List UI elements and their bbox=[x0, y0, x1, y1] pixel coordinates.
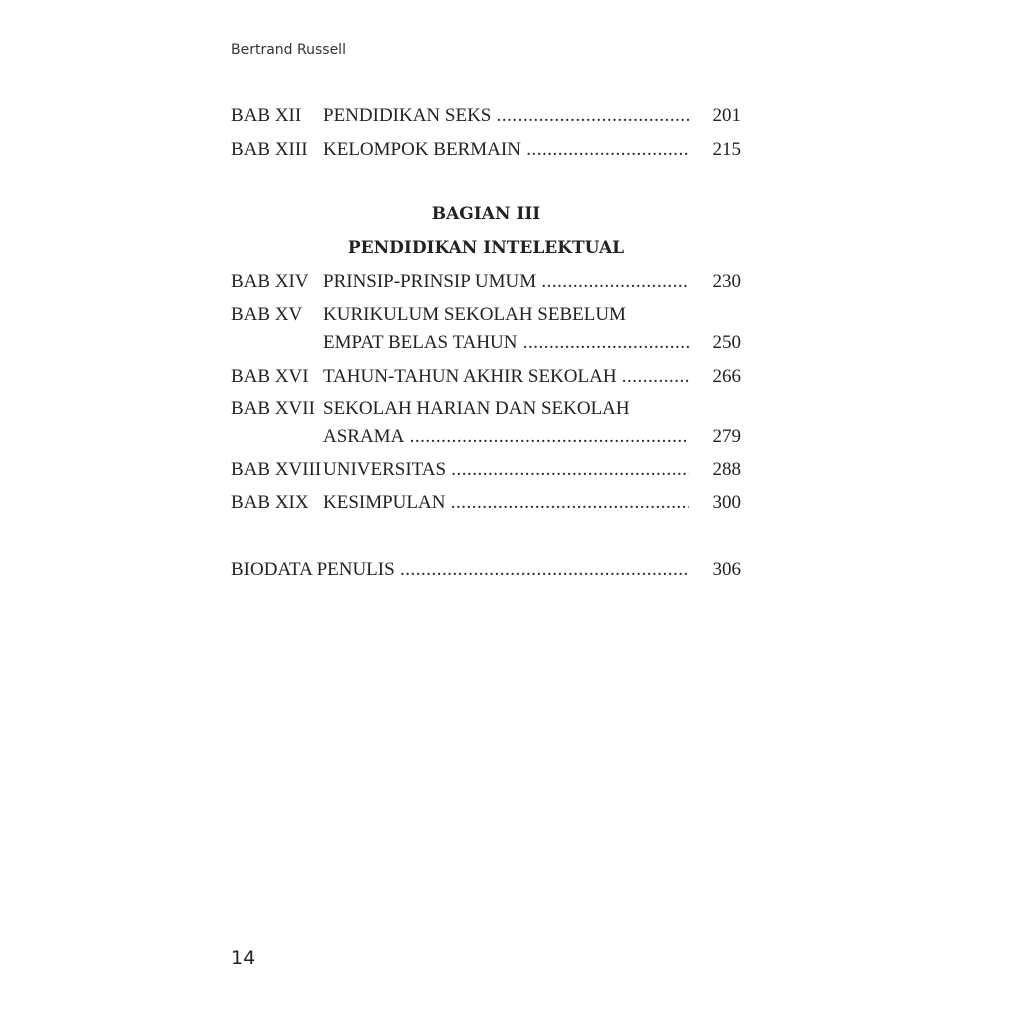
page-number: 288 bbox=[712, 459, 741, 480]
toc-entry-bab-xvii-line1 bbox=[231, 396, 741, 422]
chapter-number: BAB XII bbox=[231, 105, 302, 126]
section-title: PENDIDIKAN INTELEKTUAL bbox=[347, 238, 625, 258]
chapter-number: BAB XIV bbox=[231, 271, 309, 292]
running-head: Bertrand Russell bbox=[231, 42, 346, 58]
chapter-title: PRINSIP-PRINSIP UMUM ..... bbox=[323, 269, 689, 295]
toc-entry-bab-xv-line1 bbox=[231, 302, 741, 328]
toc-entry-bab-xvi bbox=[231, 364, 741, 390]
chapter-title: KESIMPULAN ..... bbox=[323, 490, 689, 516]
toc-entry-bab-xv-line2 bbox=[231, 330, 741, 356]
chapter-title: TAHUN-TAHUN AKHIR SEKOLAH ..... bbox=[323, 364, 689, 390]
chapter-number: BAB XV bbox=[231, 304, 303, 325]
chapter-title: UNIVERSITAS ..... bbox=[323, 457, 689, 483]
toc-entry-bab-xvii-line2 bbox=[231, 424, 741, 450]
chapter-title: PENDIDIKAN SEKS ..... bbox=[323, 103, 689, 129]
page-number: 230 bbox=[712, 271, 741, 292]
chapter-title-line1: KURIKULUM SEKOLAH SEBELUM bbox=[323, 304, 626, 325]
chapter-title-line2: EMPAT BELAS TAHUN ..... bbox=[323, 330, 689, 356]
toc-entry-bab-xiii bbox=[231, 137, 741, 163]
chapter-title: KELOMPOK BERMAIN ..... bbox=[323, 137, 689, 163]
toc-entry-biodata bbox=[231, 557, 741, 583]
chapter-number: BAB XVII bbox=[231, 398, 315, 419]
page-number: 300 bbox=[712, 492, 741, 513]
page-number: 279 bbox=[712, 426, 741, 447]
page-number: 201 bbox=[712, 105, 741, 126]
toc-entry-bab-xix bbox=[231, 490, 741, 516]
toc-entry-bab-xiv bbox=[231, 269, 741, 295]
chapter-number: BAB XIII bbox=[231, 139, 308, 160]
toc-entry-bab-xviii bbox=[231, 457, 741, 483]
chapter-title-line1: SEKOLAH HARIAN DAN SEKOLAH bbox=[323, 398, 630, 419]
page-number: 306 bbox=[712, 559, 741, 580]
page-number: 250 bbox=[712, 332, 741, 353]
chapter-number: BAB XVIII bbox=[231, 459, 322, 480]
biodata-title: BIODATA PENULIS ..... bbox=[231, 557, 689, 583]
chapter-number: BAB XVI bbox=[231, 366, 309, 387]
toc-entry-bab-xii bbox=[231, 103, 741, 129]
page-folio: 14 bbox=[231, 947, 256, 969]
chapter-title-line2: ASRAMA ..... bbox=[323, 424, 689, 450]
page-number: 266 bbox=[712, 366, 741, 387]
chapter-number: BAB XIX bbox=[231, 492, 309, 513]
section-label: BAGIAN III bbox=[431, 204, 541, 224]
page-number: 215 bbox=[712, 139, 741, 160]
